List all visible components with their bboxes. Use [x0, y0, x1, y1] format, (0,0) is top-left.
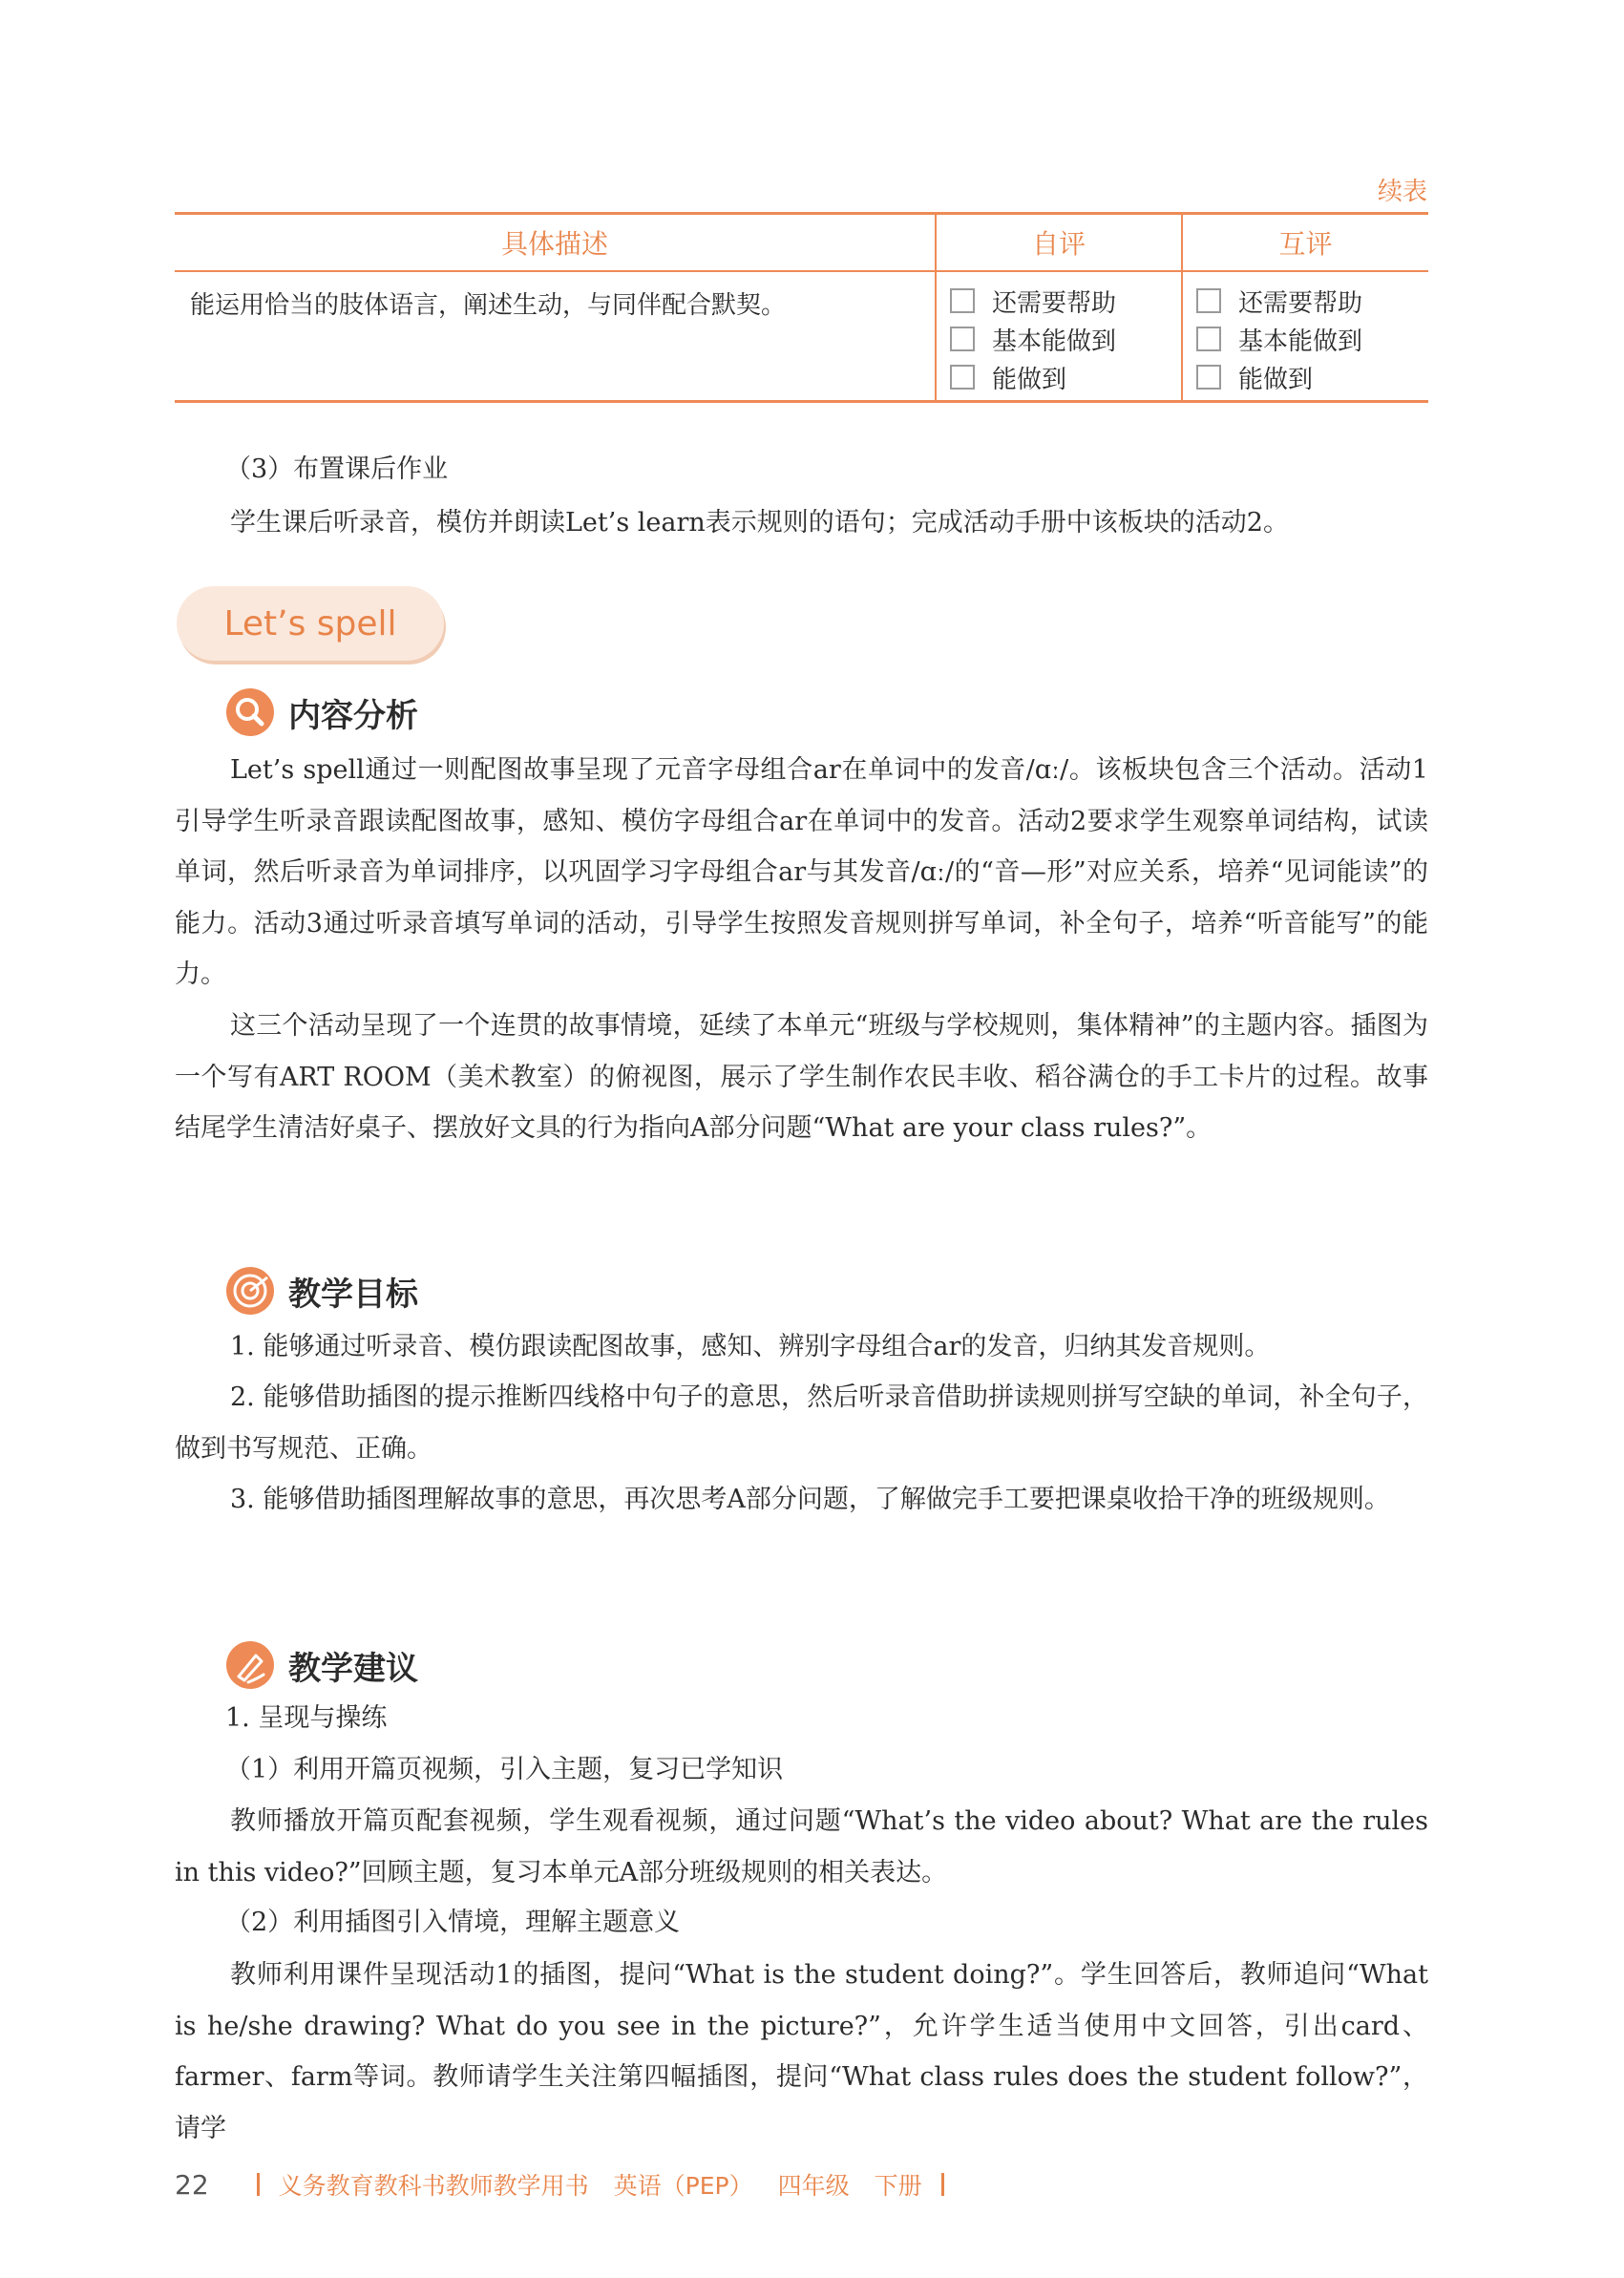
analysis-heading: [225, 687, 418, 737]
checkbox[interactable]: [950, 288, 975, 313]
description-cell: 能运用恰当的肢体语言，阐述生动，与同伴配合默契。: [175, 271, 936, 402]
homework-text: 学生课后听录音，模仿并朗读Let’s learn表示规则的语句；完成活动手册中该板块的活动2。: [230, 508, 1289, 538]
option-label: 基本能做到: [992, 327, 1117, 356]
objectives-heading: [225, 1266, 418, 1316]
magnifier-icon: [225, 687, 275, 737]
peer-option-3[interactable]: [1196, 358, 1415, 396]
evaluation-table: [175, 212, 1428, 403]
footer-divider: [257, 2173, 260, 2196]
continued-label: 续表: [1377, 178, 1427, 206]
objective-item-3: 3. 能够借助插图理解故事的意思，再次思考A部分问题，了解做完手工要把课桌收拾干净的班级规则。: [230, 1485, 1390, 1514]
header-self-eval: 自评: [936, 214, 1182, 272]
step-2-heading: （2）利用插图引入情境，理解主题意义: [225, 1908, 681, 1937]
header-description: 具体描述: [175, 214, 936, 272]
step-1-text: 教师播放开篇页配套视频，学生观看视频，通过问题“What’s the video about? What are the rules in this video?”回顾主题，复习本单元A部分班级规则的相关表达。: [175, 1806, 1428, 1888]
book-title: 义务教育教科书教师教学用书: [278, 2172, 589, 2200]
subsection-1-heading: 1. 呈现与操练: [225, 1703, 388, 1733]
self-option-3[interactable]: [950, 358, 1168, 396]
header-peer-eval: 互评: [1182, 214, 1428, 272]
objective-item-2: 2. 能够借助插图的提示推断四线格中句子的意思，然后听录音借助拼读规则拼写空缺的单词，补全句子，做到书写规范、正确。: [175, 1382, 1428, 1464]
analysis-paragraph-1: Let’s spell通过一则配图故事呈现了元音字母组合ar在单词中的发音/ɑː/。该板块包含三个活动。活动1引导学生听录音跟读配图故事，感知、模仿字母组合ar在单词中的发音。活动2要求学生观察单词结构，试读单词，然后听录音为单词排序，以巩固学习字母组合ar与其发音/ɑː/的“音—形”对应关系，培养“见词能读”的能力。活动3通过听录音填写单词的活动，引导学生按照发音规则拼写单词，补全句子，培养“听音能写”的能力。: [175, 755, 1428, 989]
option-label: 还需要帮助: [992, 288, 1117, 318]
table-header-row: [175, 214, 1428, 272]
section-label-pill: [177, 586, 444, 661]
step-1-heading: （1）利用开篇页视频，引入主题，复习已学知识: [225, 1755, 784, 1784]
checkbox[interactable]: [1196, 288, 1221, 313]
section-title: 教学目标: [288, 1275, 418, 1314]
footer-divider: [941, 2173, 944, 2196]
grade: 四年级: [777, 2172, 850, 2200]
table-row: [175, 271, 1428, 402]
option-label: 能做到: [1238, 365, 1314, 394]
section-title: 教学建议: [288, 1649, 418, 1688]
target-icon: [225, 1266, 275, 1316]
self-eval-cell: [936, 271, 1182, 402]
peer-option-1[interactable]: [1196, 282, 1415, 320]
volume: 下册: [874, 2172, 922, 2200]
checkbox[interactable]: [950, 327, 975, 351]
objective-item-1: 1. 能够通过听录音、模仿跟读配图故事，感知、辨别字母组合ar的发音，归纳其发音规则。: [230, 1332, 1271, 1361]
homework-heading: （3）布置课后作业: [225, 454, 449, 484]
section-title: 内容分析: [288, 696, 418, 735]
checkbox[interactable]: [950, 365, 975, 390]
option-label: 能做到: [992, 365, 1067, 394]
self-option-1[interactable]: [950, 282, 1168, 320]
page-footer: [175, 2167, 963, 2202]
option-label: 基本能做到: [1238, 327, 1363, 356]
self-option-2[interactable]: [950, 320, 1168, 358]
peer-option-2[interactable]: [1196, 320, 1415, 358]
step-2-text: 教师利用课件呈现活动1的插图，提问“What is the student doing?”。学生回答后，教师追问“What is he/she drawing? What do you see in the picture?”，允许学生适当使用中文回答，引出card、farmer、farm等词。教师请学生关注第四幅插图，提问“What class rules does the student follow?”，请学: [175, 1960, 1428, 2143]
checkbox[interactable]: [1196, 327, 1221, 351]
option-label: 还需要帮助: [1238, 288, 1363, 318]
page-number: 22: [175, 2168, 209, 2201]
section-label: Let’s spell: [223, 603, 397, 643]
subject: 英语（PEP）: [613, 2172, 753, 2200]
suggestions-heading: [225, 1640, 418, 1690]
checkbox[interactable]: [1196, 365, 1221, 390]
analysis-paragraph-2: 这三个活动呈现了一个连贯的故事情境，延续了本单元“班级与学校规则，集体精神”的主题内容。插图为一个写有ART ROOM（美术教室）的俯视图，展示了学生制作农民丰收、稻谷满仓的手工卡片的过程。故事结尾学生清洁好桌子、摆放好文具的行为指向A部分问题“What are your class rules?”。: [175, 1011, 1428, 1143]
pen-icon: [225, 1640, 275, 1690]
peer-eval-cell: [1182, 271, 1428, 402]
